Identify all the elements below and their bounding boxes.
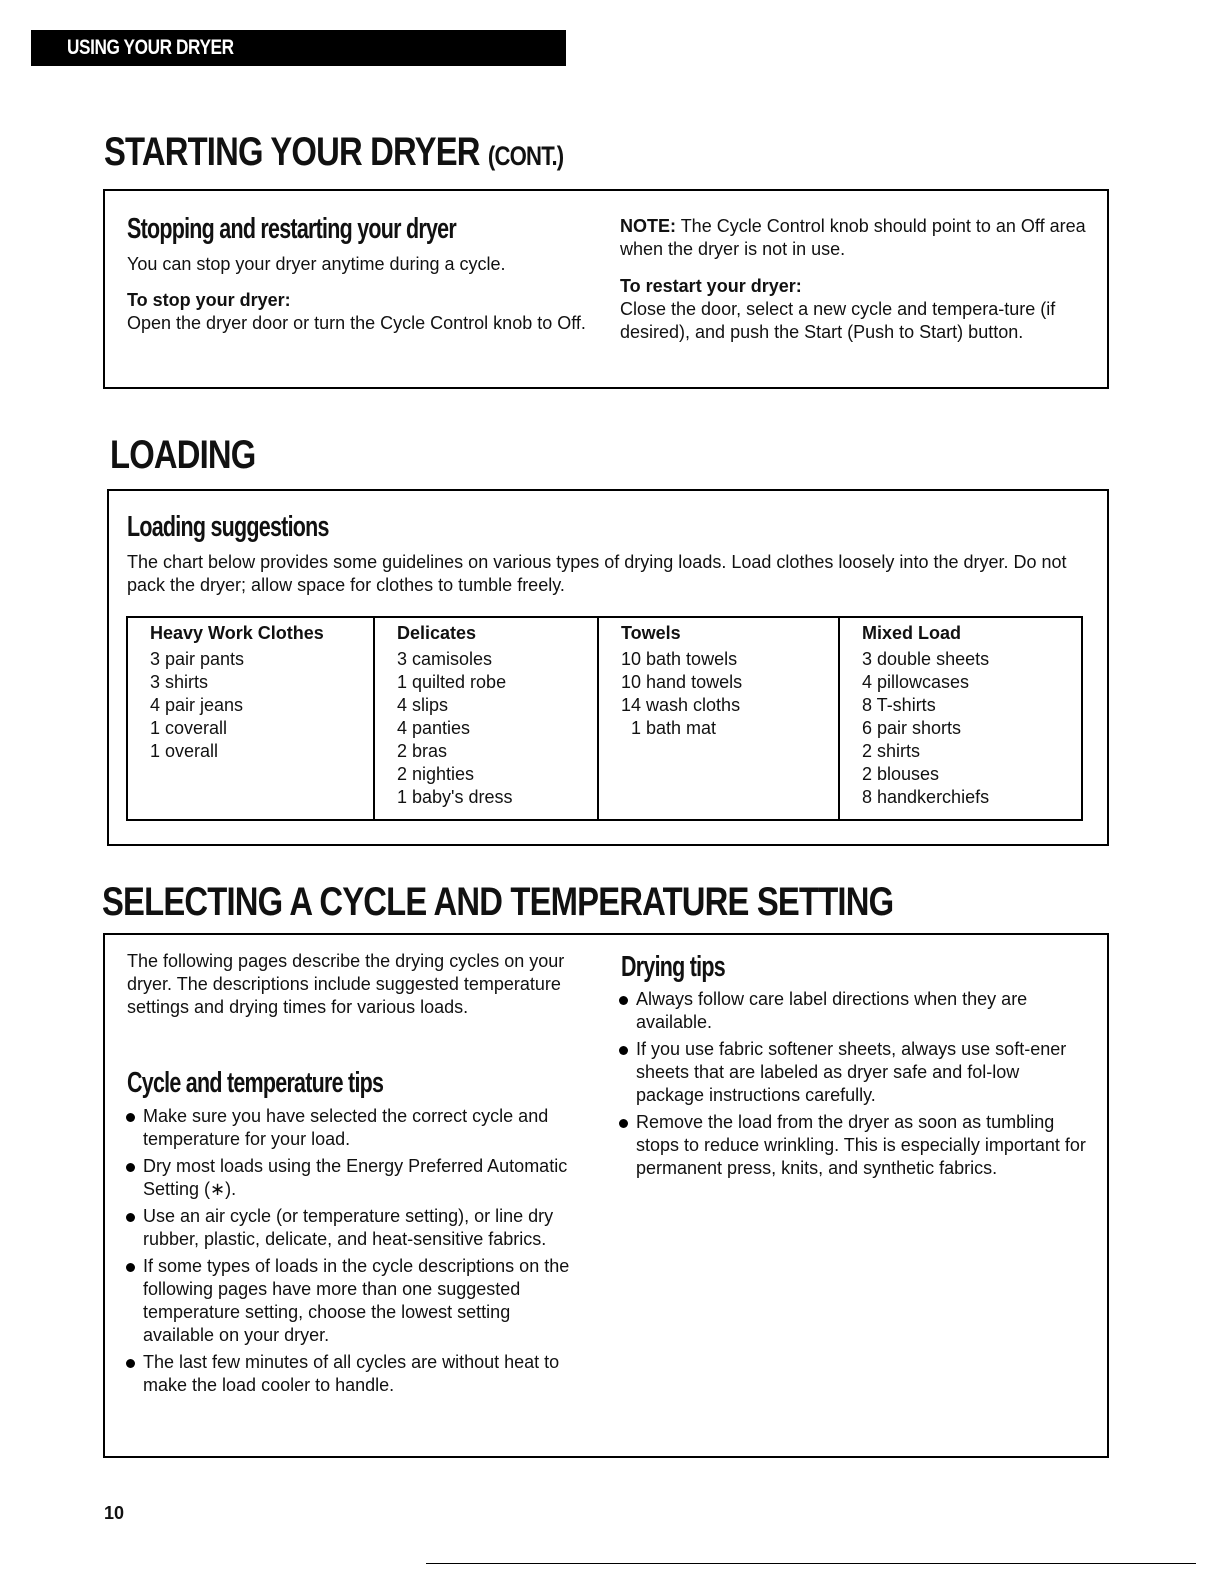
load-column-header: Mixed Load: [862, 623, 962, 643]
list-item: Use an air cycle (or temperature setting), or line dry rubber, plastic, delicate, and heat-sensitive fabrics.: [125, 1205, 580, 1251]
selecting-title: SELECTING A CYCLE AND TEMPERATURE SETTING: [102, 880, 894, 924]
restart-instructions: [620, 275, 1080, 344]
starting-title-text: STARTING YOUR DRYER: [104, 130, 480, 174]
cycle-tips-list: [125, 1105, 580, 1401]
starting-title-suffix: (CONT.): [487, 141, 564, 171]
starting-title: [104, 130, 563, 178]
load-column-header: Towels: [621, 623, 681, 643]
load-column-mixed: [839, 618, 1081, 819]
list-item: 6 pair shorts: [862, 718, 962, 738]
load-column-header: Heavy Work Clothes: [150, 623, 324, 643]
note-label: NOTE:: [620, 216, 676, 236]
loading-box: [107, 489, 1109, 846]
list-item: 8 T-shirts: [862, 695, 936, 715]
selecting-intro: The following pages describe the drying cycles on your dryer. The descriptions include suggested temperature settings and drying times for various loads.: [127, 951, 565, 1017]
restart-text: Close the door, select a new cycle and tempera-ture (if desired), and push the Start (Push to Start) button.: [620, 299, 1056, 342]
restart-label: To restart your dryer:: [620, 276, 802, 296]
stop-text: Open the dryer door or turn the Cycle Control knob to Off.: [127, 313, 586, 333]
loading-title: LOADING: [110, 433, 256, 477]
list-item: If you use fabric softener sheets, always use soft-ener sheets that are labeled as dryer safe and fol-low package instructions carefully.: [618, 1038, 1088, 1107]
list-item: 1 baby's dress: [397, 787, 513, 807]
loading-suggestions-heading: Loading suggestions: [127, 511, 329, 543]
list-item: Remove the load from the dryer as soon as tumbling stops to reduce wrinkling. This is especially important for permanent press, knits, and synthetic fabrics.: [618, 1111, 1088, 1180]
starting-box: [103, 189, 1109, 389]
list-item: 4 pillowcases: [862, 672, 970, 692]
list-item: The last few minutes of all cycles are without heat to make the load cooler to handle.: [125, 1351, 580, 1397]
selecting-box: [103, 933, 1109, 1458]
stop-instructions: [127, 289, 597, 335]
list-item: 14 wash cloths: [621, 695, 741, 715]
load-column-delicates: [374, 618, 598, 819]
load-chart: [126, 616, 1083, 821]
loading-intro: The chart below provides some guidelines on various types of drying loads. Load clothes loosely into the dryer. Do not pack the dryer; allow space for clothes to tumble freely.: [127, 552, 1067, 595]
list-item: 3 shirts: [150, 672, 209, 692]
drying-tips-list: [618, 988, 1088, 1184]
section-header-label: USING YOUR DRYER: [67, 36, 234, 59]
list-item: 10 hand towels: [621, 672, 743, 692]
list-item: 1 bath mat: [621, 718, 717, 738]
list-item: 3 pair pants: [150, 649, 245, 669]
note-paragraph: [620, 215, 1090, 261]
list-item: 2 shirts: [862, 741, 921, 761]
load-column-towels: [598, 618, 839, 819]
footer-divider: [426, 1563, 1196, 1564]
list-item: 3 double sheets: [862, 649, 990, 669]
list-item: 1 overall: [150, 741, 219, 761]
stop-restart-heading: Stopping and restarting your dryer: [127, 213, 456, 245]
cycle-tips-heading: Cycle and temperature tips: [127, 1067, 384, 1099]
load-column-header: Delicates: [397, 623, 477, 643]
list-item: Dry most loads using the Energy Preferred Automatic Setting (∗).: [125, 1155, 580, 1201]
list-item: 2 bras: [397, 741, 448, 761]
load-column-heavy: [128, 618, 374, 819]
page-number: 10: [104, 1503, 125, 1523]
note-text: The Cycle Control knob should point to an Off area when the dryer is not in use.: [620, 216, 1086, 259]
list-item: 4 pair jeans: [150, 695, 244, 715]
section-header-bar: [31, 30, 566, 66]
list-item: 1 coverall: [150, 718, 228, 738]
stop-label: To stop your dryer:: [127, 290, 291, 310]
list-item: If some types of loads in the cycle descriptions on the following pages have more than one suggested temperature setting, choose the lowest setting available on your dryer.: [125, 1255, 580, 1347]
list-item: 4 panties: [397, 718, 471, 738]
list-item: 4 slips: [397, 695, 449, 715]
list-item: 10 bath towels: [621, 649, 738, 669]
list-item: 8 handkerchiefs: [862, 787, 990, 807]
load-chart-table: [128, 618, 1081, 819]
list-item: Always follow care label directions when they are available.: [618, 988, 1088, 1034]
stop-intro: You can stop your dryer anytime during a cycle.: [127, 254, 506, 274]
list-item: 3 camisoles: [397, 649, 493, 669]
list-item: 2 blouses: [862, 764, 940, 784]
list-item: 1 quilted robe: [397, 672, 507, 692]
drying-tips-heading: Drying tips: [621, 951, 725, 983]
list-item: 2 nighties: [397, 764, 475, 784]
list-item: Make sure you have selected the correct cycle and temperature for your load.: [125, 1105, 580, 1151]
